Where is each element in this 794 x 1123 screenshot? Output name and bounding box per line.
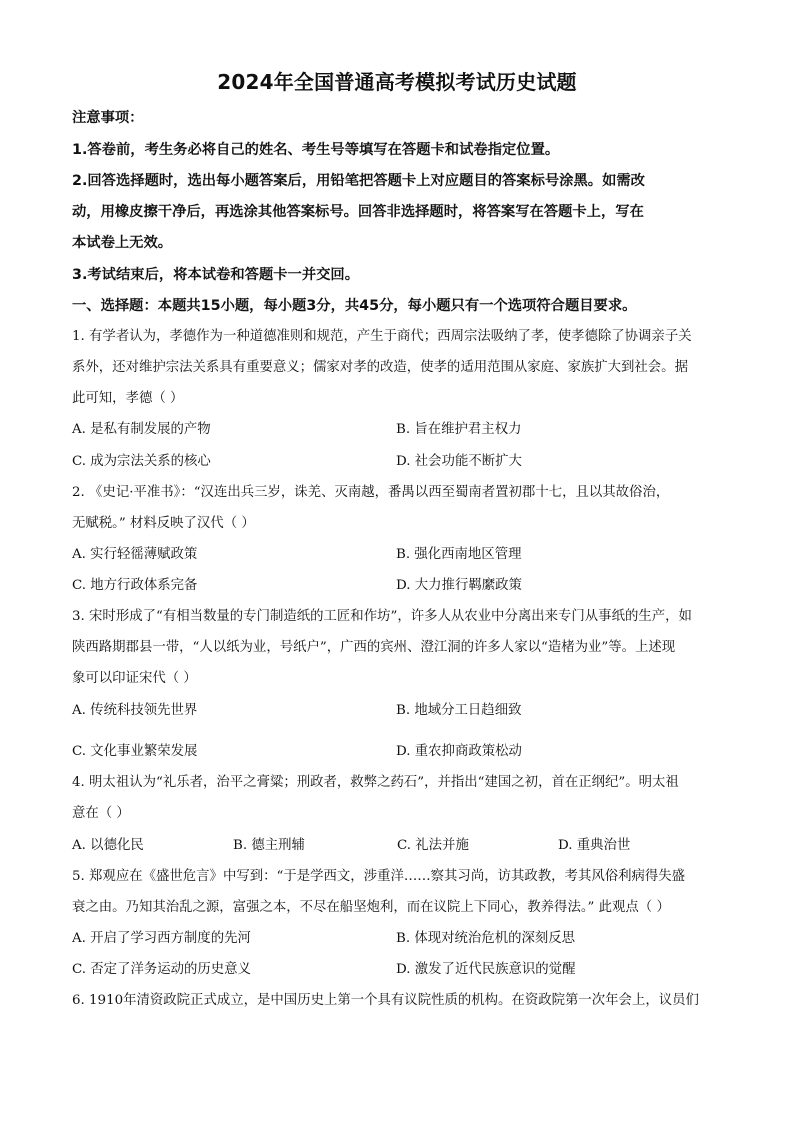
- question-3-option-d: D. 重农抑商政策松动: [396, 744, 522, 759]
- question-5-option-b: B. 体现对统治危机的深刻反思: [396, 931, 576, 946]
- question-2-option-c: C. 地方行政体系完备: [72, 578, 198, 593]
- question-1-option-b: B. 旨在维护君主权力: [396, 422, 522, 437]
- notice-item-2-line-1: 2.回答选择题时，选出每小题答案后，用铅笔把答题卡上对应题目的答案标号涂黑。如需改: [72, 173, 645, 189]
- question-1-stem-line-1: 1. 有学者认为，孝德作为一种道德准则和规范，产生于商代；西周宗法吸纳了孝，使孝德除了协调亲子关: [72, 329, 692, 344]
- question-2-stem-line-1: 2. 《史记·平准书》：“汉连出兵三岁，诛羌、灭南越，番禺以西至蜀南者置初郡十七，且以其故俗治，: [72, 485, 670, 500]
- notice-item-3: 3.考试结束后，将本试卷和答题卡一并交回。: [72, 267, 360, 283]
- question-5-stem-line-2: 衰之由。乃知其治乱之源，富强之本，不尽在船坚炮利，而在议院上下同心，教养得法。” 此观点（ ）: [72, 900, 670, 915]
- question-6-stem-line-1: 6. 1910年清资政院正式成立，是中国历史上第一个具有议院性质的机构。在资政院第一次年会上，议员们: [72, 993, 699, 1008]
- notice-item-2-line-2: 动，用橡皮擦干净后，再选涂其他答案标号。回答非选择题时，将答案写在答题卡上，写在: [72, 204, 644, 220]
- question-1-stem-line-3: 此可知，孝德（ ）: [72, 391, 184, 406]
- question-3-stem-line-3: 象可以印证宋代（ ）: [72, 671, 197, 686]
- question-5-stem-line-1: 5. 郑观应在《盛世危言》中写到：“于是学西文，涉重洋……察其习尚，访其政教，考其风俗利病得失盛: [72, 869, 686, 884]
- question-4-stem-line-1: 4. 明太祖认为“礼乐者，治平之膏粱；刑政者，救弊之药石”，并指出“建国之初，首在正纲纪”。明太祖: [72, 775, 679, 790]
- question-4-stem-line-2: 意在（ ）: [72, 806, 130, 821]
- exam-title: 2024年全国普通高考模拟考试历史试题: [217, 70, 577, 94]
- question-1-option-d: D. 社会功能不断扩大: [396, 454, 522, 469]
- question-4-option-a: A. 以德化民: [72, 838, 144, 853]
- question-4-option-b: B. 德主刑辅: [233, 838, 305, 853]
- section-heading: 一、选择题：本题共15小题，每小题3分，共45分，每小题只有一个选项符合题目要求。: [72, 298, 637, 314]
- question-3-option-c: C. 文化事业繁荣发展: [72, 744, 198, 759]
- notice-item-1: 1.答卷前，考生务必将自己的姓名、考生号等填写在答题卡和试卷指定位置。: [72, 142, 560, 158]
- question-4-option-c: C. 礼法并施: [397, 838, 469, 853]
- question-2-stem-line-2: 无赋税。” 材料反映了汉代（ ）: [72, 516, 255, 531]
- question-3-stem-line-2: 陕西路期郡县一带，“人以纸为业，号纸户”，广西的宾州、澄江洞的许多人家以“造楮为业”等。上述现: [72, 640, 676, 655]
- question-1-option-c: C. 成为宗法关系的核心: [72, 454, 211, 469]
- question-4-option-d: D. 重典治世: [558, 838, 631, 853]
- question-3-stem-line-1: 3. 宋时形成了“有相当数量的专门制造纸的工匠和作坊”，许多人从农业中分离出来专门从事纸的生产，如: [72, 609, 692, 624]
- notice-heading: 注意事项：: [72, 110, 144, 126]
- notice-item-2-line-3: 本试卷上无效。: [72, 235, 173, 251]
- question-5-option-a: A. 开启了学习西方制度的先河: [72, 931, 251, 946]
- question-3-option-b: B. 地域分工日趋细致: [396, 703, 522, 718]
- question-5-option-d: D. 激发了近代民族意识的觉醒: [396, 962, 576, 977]
- question-5-option-c: C. 否定了洋务运动的历史意义: [72, 962, 251, 977]
- question-2-option-a: A. 实行轻徭薄赋政策: [72, 547, 198, 562]
- question-3-option-a: A. 传统科技领先世界: [72, 703, 198, 718]
- question-1-option-a: A. 是私有制发展的产物: [72, 422, 211, 437]
- question-2-option-b: B. 强化西南地区管理: [396, 547, 522, 562]
- question-1-stem-line-2: 系外，还对维护宗法关系具有重要意义；儒家对孝的改造，使孝的适用范围从家庭、家族扩大到社会。据: [72, 360, 688, 375]
- question-2-option-d: D. 大力推行羁縻政策: [396, 578, 522, 593]
